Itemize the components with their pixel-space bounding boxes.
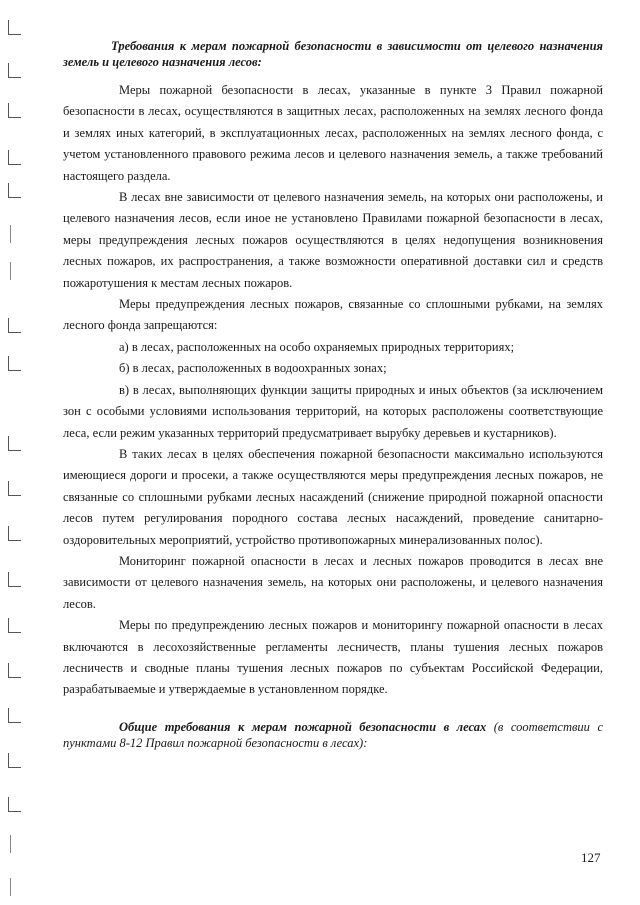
margin-tick — [10, 835, 11, 853]
margin-mark — [8, 797, 21, 812]
list-item: в) в лесах, выполняющих функции защиты природных и иных объектов (за исключением зон с особыми условиями использования территорий, на которых расположены соответствующие леса, если режим указанных территорий предусматривает вырубку деревьев и кустарников). — [63, 382, 603, 440]
paragraph: Мониторинг пожарной опасности в лесах и лесных пожаров проводится в лесах вне зависимости от целевого назначения земель, на которых они расположены, и целевого назначения лесов. — [63, 553, 603, 611]
document-page — [63, 38, 603, 751]
margin-mark — [8, 318, 21, 333]
sub-heading — [63, 719, 603, 751]
binding-margin-marks — [0, 0, 30, 905]
section-heading: Требования к мерам пожарной безопасности в зависимости от целевого назначения земель и целевого назначения лесов: — [63, 39, 603, 69]
margin-tick — [10, 262, 11, 280]
margin-mark — [8, 63, 21, 78]
margin-mark — [8, 753, 21, 768]
margin-mark — [8, 183, 21, 198]
margin-mark — [8, 436, 21, 451]
list-item: б) в лесах, расположенных в водоохранных зонах; — [119, 361, 387, 376]
paragraph: Меры пожарной безопасности в лесах, указанные в пункте 3 Правил пожарной безопасности в лесах, осуществляются в защитных лесах, расположенных на землях лесного фонда и землях иных категорий, в эксплуатационных лесах, расположенных на землях лесного фонда, с учетом установленного правового режима лесов и целевого назначения земель, а также требований настоящего раздела. — [63, 83, 603, 183]
margin-mark — [8, 356, 21, 371]
paragraph: В лесах вне зависимости от целевого назначения земель, на которых они расположены, и целевого назначения лесов, если иное не установлено Правилами пожарной безопасности в лесах, меры предупреждения лесных пожаров осуществляются в целях недопущения возникновения лесных пожаров, их распространения, а также возможности оперативной доставки сил и средств пожаротушения к местам лесных пожаров. — [63, 190, 603, 290]
margin-tick — [10, 878, 11, 896]
margin-mark — [8, 572, 21, 587]
margin-mark — [8, 20, 21, 35]
margin-mark — [8, 663, 21, 678]
margin-mark — [8, 526, 21, 541]
margin-mark — [8, 618, 21, 633]
margin-mark — [8, 150, 21, 165]
sub-heading-rest: (в соответствии с пунктами 8-12 Правил пожарной безопасности в лесах): — [63, 719, 603, 750]
margin-tick — [10, 225, 11, 243]
paragraph: Меры предупреждения лесных пожаров, связанные со сплошными рубками, на землях лесного фонда запрещаются: — [63, 297, 603, 333]
margin-mark — [8, 103, 21, 118]
paragraph: В таких лесах в целях обеспечения пожарной безопасности максимально используются имеющиеся дороги и просеки, а также осуществляются меры предупреждения лесных пожаров, не связанные со сплошными рубками лесных насаждений (снижение природной пожарной опасности лесов путем регулирования породного состава лесных насаждений, проведение санитарно-оздоровительных мероприятий, устройство противопожарных минерализованных полос). — [63, 446, 603, 547]
paragraph: Меры по предупреждению лесных пожаров и мониторингу пожарной опасности в лесах включаются в лесохозяйственные регламенты лесничеств, планы тушения лесных пожаров лесничеств и сводные планы тушения лесных пожаров по субъектам Российской Федерации, разрабатываемые и утверждаемые в установленном порядке. — [63, 618, 603, 697]
page-number: 127 — [581, 850, 601, 865]
margin-mark — [8, 708, 21, 723]
sub-heading-bold: Общие требования к мерам пожарной безопасности в лесах — [119, 719, 487, 734]
margin-mark — [8, 481, 21, 496]
list-item: а) в лесах, расположенных на особо охраняемых природных территориях; — [119, 339, 515, 354]
